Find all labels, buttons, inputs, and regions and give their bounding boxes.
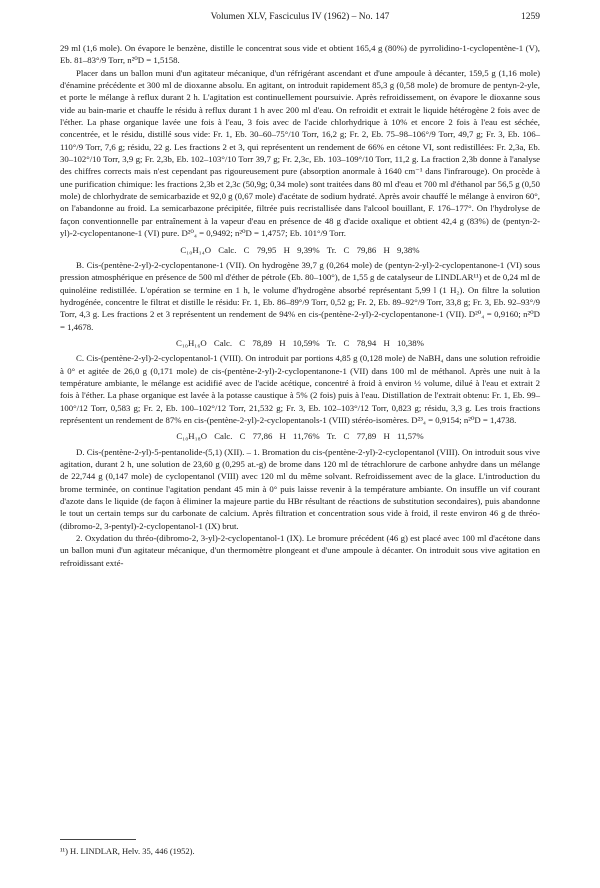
article-body <box>60 42 540 569</box>
footnote-divider <box>60 839 136 840</box>
paragraph-section-d: D. Cis-(pentène-2-yl)-5-pentanolide-(5,1) (XII). – 1. Bromation du cis-(pentène-2-yl)-2-cyclopentanol (VIII). On introduit sous vive agitation, durant 2 h, une solution de 23,60 g (0,295 at.-g) de brome dans 120 ml de tétrachlorure de carbone anhydre dans un mélange de 22,744 g (0,147 mole) de cyclopentanol (VIII) avec 120 ml du même solvant. Refroidissement avec de la glace. L'introduction du brome terminée, on continue l'agitation pendant 45 min à 0° puis laisse revenir à la température ambiante. On insuffle un vif courant d'azote dans le liquide (de façon à éliminer la majeure partie du HBr résultant de réactions de substitution secondaires), puis abandonne le tout un certain temps sur du carbonate de calcium. Après filtration et concentration sous vide à froid, il reste environ 46 g de thréo-(dibromo-2, 3-pentyl)-2-cyclopentanol-1 (IX) brut. <box>60 446 540 531</box>
paragraph-oxidation: 2. Oxydation du thréo-(dibromo-2, 3-yl)-2-cyclopentanol-1 (IX). Le bromure précédent (46 g) est placé avec 100 ml d'acétone dans un ballon muni d'un agitateur mécanique, d'un thermomètre plongeant et d'une ampoule à décanter. On introduit sous vive agitation en refroidissant exté- <box>60 533 540 568</box>
paragraph-section-c: C. Cis-(pentène-2-yl)-2-cyclopentanol-1 (VIII). On introduit par portions 4,85 g (0,128 mole) de NaBH₄ dans une solution refroidie à 0° et agitée de 26,0 g (0,171 mole) de cis-(pentène-2-yl)-2-cyclopentanone-1 (VII) dans 100 ml de méthanol. Après une nuit à la température ambiante, le mélange est acidifié avec de l'acide acétique, concentré à froid à environ ½ volume, dilué à l'eau et extrait 2 fois à l'éther. La phase organique est lavée à la potasse caustique à 5% (2 fois) puis à l'eau. Distillation de l'extrait obtenu: Fr. 1, Eb. 99–100°/12 Torr, 0,583 g; Fr. 2, Eb. 100–102°/12 Torr, 21,532 g; Fr. 3, Eb. 102–103°/12 Torr, 0,823 g; résidu, 3,3 g. Les trois fractions représentent un rendement de 87% en cis-(pentène-2-yl)-2-cyclopentanols-1 (VIII) stéréo-isomères. D²³₄ = 0,9154; n²⁰D = 1,4738. <box>60 353 540 425</box>
page-number: 1259 <box>521 12 540 22</box>
running-header <box>60 12 540 26</box>
running-title: Volumen XLV, Fasciculus IV (1962) – No. 147 <box>210 12 390 22</box>
paragraph-preparation-ketone: Placer dans un ballon muni d'un agitateur mécanique, d'un réfrigérant ascendant et d'une ampoule à décanter, 159,5 g (1,16 mole) d'énamine précédente et 300 ml de dioxanne absolu. En agitant, on introduit rapidement 85,3 g (0,58 mole) de bromure de pentyn-2-yle, et porte le mélange à reflux durant 2 h. L'agitation est continuellement poursuivie. Après refroidissement, on évapore le dioxanne sous vide au bain-marie et chauffe le résidu à reflux durant 1 h avec 200 ml d'eau. On refroidit et extrait le liquide hétérogène 2 fois avec de l'éther. La phase organique lavée une fois à l'eau, 3 fois avec de l'acide chlorhydrique à 10% et encore 2 fois à l'eau est séchée, concentrée, et le résidu, distillé sous vide: Fr. 1, Eb. 30–60–75°/10 Torr, 16,2 g; Fr. 2, Eb. 75–98–106°/9 Torr, 49,7 g; Fr. 3, Eb. 106–110°/9 Torr, 7,6 g; résidu, 22 g. Les fractions 2 et 3, qui représentent un rendement de 66% en cétone VI, sont redistillées: Fr. 2,3a, Eb. 30–102°/10 Torr, 3,9 g; Fr. 2,3b, Eb. 102–103°/10 Torr 39,7 g; Fr. 2,3c, Eb. 103–109°/10 Torr, 11,2 g. La fraction 2,3b donne à l'analyse des chiffres corrects mais n'est cependant pas rigoureusement pure (absorption anormale à 1640 cm⁻¹ dans l'infrarouge). On procède à une purification chimique: les fractions 2,3b et 2,3c (50,9g; 0,34 mole) sont traitées dans 80 ml d'eau et 700 ml d'éthanol par 56,5 g (0,50 mole) de chlorhydrate de semicarbazide et 92,0 g (0,67 mole) d'acétate de sodium hydraté. Après avoir chauffé le mélange à environ 60°, on l'abandonne au froid. La semicarbazone précipitée, filtrée puis recristallisée dans l'alcool bouillant, F. 176–177°. On l'hydrolyse de façon conventionnelle par entraînement à la vapeur d'eau en présence de 48 g d'acide oxalique et obtient 42,4 g (83%) de (pentyn-2-yl)-2-cyclopentanone-1 (VI) pure. D²⁰₄ = 0,9492; n²⁰D = 1,4757; Eb. 101°/9 Torr. <box>60 67 540 239</box>
footnote: ¹¹) H. LINDLAR, Helv. 35, 446 (1952). <box>60 846 195 856</box>
analysis-line: C₁₀H₁₄O Calc. C 79,95 H 9,39% Tr. C 79,86 H 9,38% <box>180 244 420 255</box>
paragraph-continuation: 29 ml (1,6 mole). On évapore le benzène, distille le concentrat sous vide et obtient 165,4 g (80%) de pyrrolidino-1-cyclopentène-1 (V), Eb. 81–83°/9 Torr, n²⁰D = 1,5158. <box>60 43 540 66</box>
analysis-line: C₁₀H₁₆O Calc. C 78,89 H 10,59% Tr. C 78,94 H 10,38% <box>176 337 424 348</box>
analysis-line: C₁₀H₁₈O Calc. C 77,86 H 11,76% Tr. C 77,89 H 11,57% <box>176 431 424 442</box>
paragraph-section-b: B. Cis-(pentène-2-yl)-2-cyclopentanone-1 (VII). On hydrogène 39,7 g (0,264 mole) de (pentyn-2-yl)-2-cyclopentanone-1 (VI) sous pression atmosphérique en présence de 500 ml d'éther de pétrole (Eb. 80–100°), de 1,55 g de catalyseur de LINDLAR¹¹) et de 0,24 ml de quinoléine redistillée. L'opération se termine en 1 h, le volume d'hydrogène absorbé représentant 5,99 l (1 H₂). On filtre la solution hydrogénée, concentre le filtrat et distille le résidu: Fr. 1, Eb. 86–89°/9 Torr, 0,52 g; Fr. 2, Eb. 89–92°/9 Torr, 33,8 g; Fr. 3, Eb. 92–93°/9 Torr, 4,3 g. Les fractions 2 et 3 représentent un rendement de 94% en cis-(pentène-2-yl)-2-cyclopentanone-1 (VII). D²⁰₄ = 0,9160; n²⁰D = 1,4678. <box>60 259 541 332</box>
